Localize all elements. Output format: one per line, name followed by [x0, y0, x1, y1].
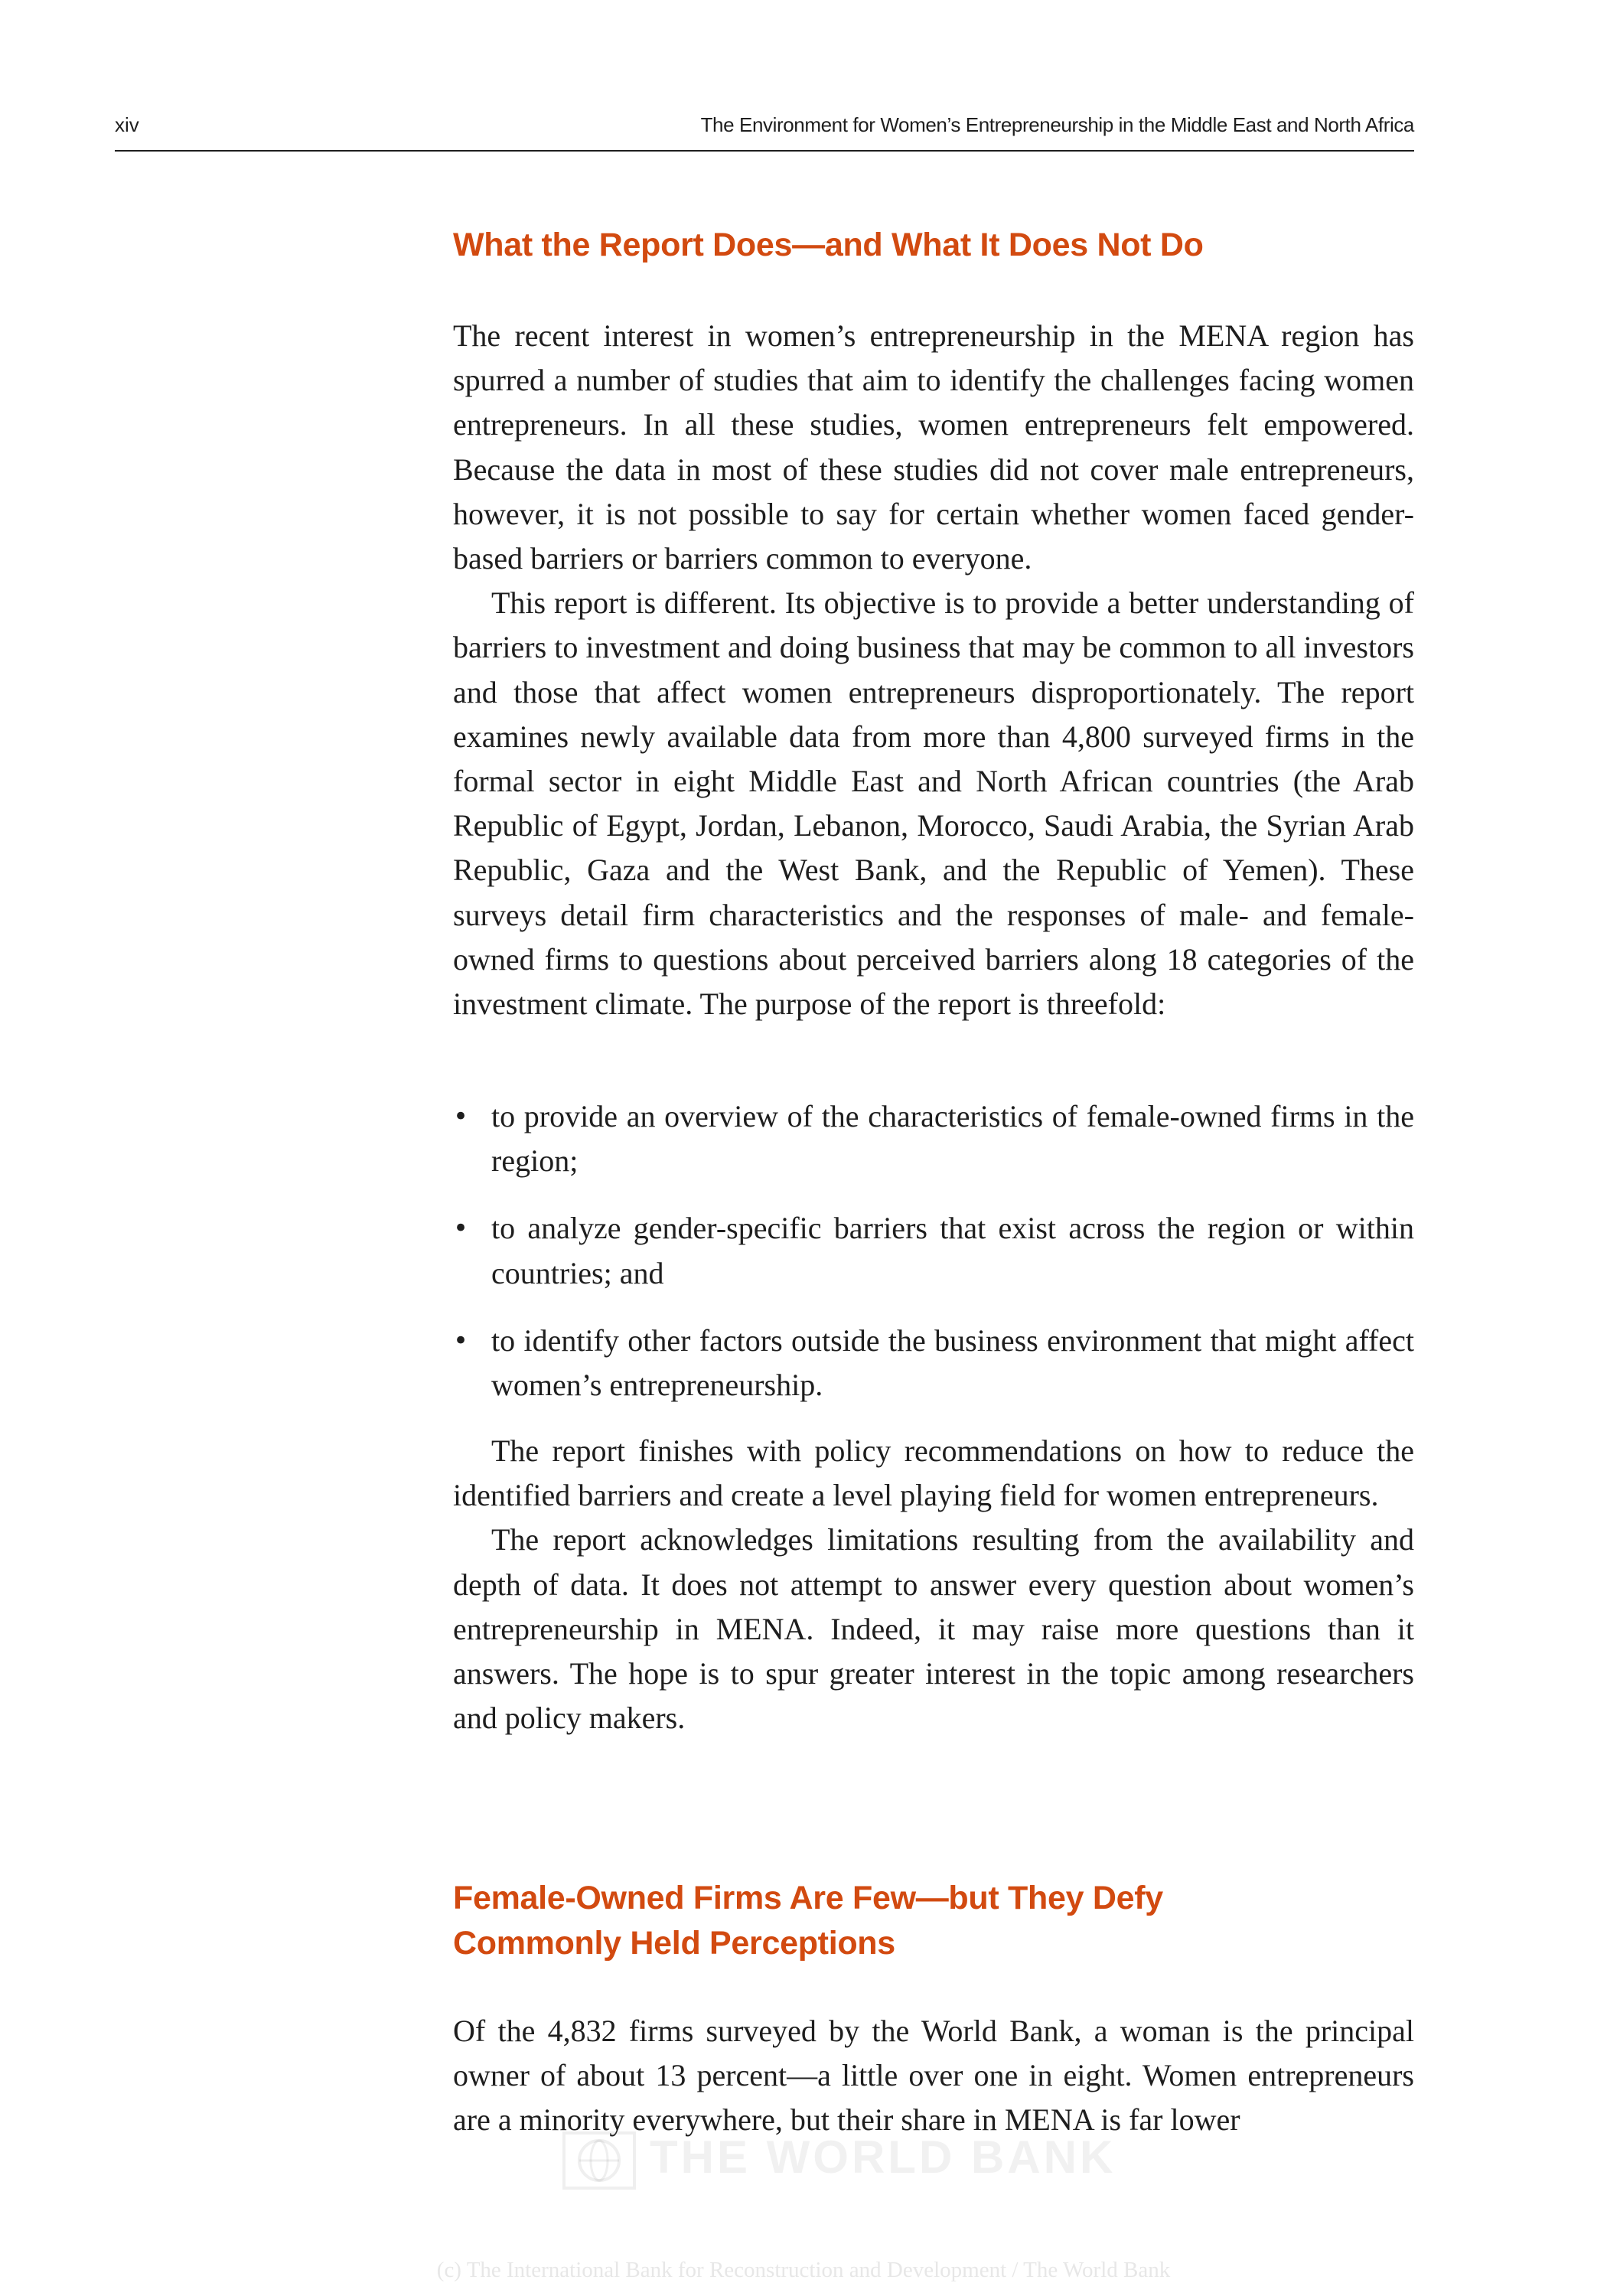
- watermark-logo-text: THE WORLD BANK: [650, 2131, 1116, 2183]
- bullet-icon: •: [453, 1213, 469, 1244]
- list-item-text: to analyze gender-specific barriers that exist across the region or within countries; and: [491, 1211, 1414, 1290]
- section-heading-female-owned-firms: [453, 1876, 1371, 1966]
- globe-icon: [562, 2131, 636, 2190]
- body-paragraph: The report acknowledges limitations resulting from the availability and depth of data. It does not attempt to answer every question about women’s entrepreneurship in MENA. Indeed, it may raise more questions than it answers. The hope is to spur greater interest in the topic among researchers and policy makers.: [453, 1522, 1414, 1736]
- heading-line: Commonly Held Perceptions: [453, 1925, 895, 1962]
- list-item-text: to provide an overview of the characteristics of female-owned firms in the region;: [491, 1099, 1414, 1179]
- section-heading-report-scope: What the Report Does—and What It Does Not Do: [453, 227, 1204, 263]
- list-item-text: to identify other factors outside the business environment that might affect women’s entrepreneurship.: [491, 1322, 1414, 1403]
- bullet-icon: •: [453, 1325, 469, 1356]
- running-header: [115, 106, 1414, 152]
- purpose-bullet-list: [453, 1094, 1414, 1430]
- section-body-report-scope: [453, 314, 1414, 1026]
- section-body-female-owned-firms: [453, 2009, 1414, 2143]
- copyright-watermark: (c) The International Bank for Reconstruction and Development / The World Bank: [436, 2258, 1171, 2282]
- list-item: [453, 1319, 1414, 1407]
- heading-line: Female-Owned Firms Are Few—but They Defy: [453, 1880, 1163, 1916]
- world-bank-watermark-logo: [562, 2126, 1116, 2189]
- body-paragraph: The report finishes with policy recommendations on how to reduce the identified barriers and create a level playing field for women entrepreneurs.: [453, 1433, 1414, 1513]
- page-number: xiv: [115, 113, 139, 136]
- body-paragraph: Of the 4,832 firms surveyed by the World Bank, a woman is the principal owner of about 13 percent—a little over one in eight. Women entrepreneurs are a minority everywhere, but their share in MENA is far lower: [453, 2014, 1414, 2138]
- body-paragraph: The recent interest in women’s entrepreneurship in the MENA region has spurred a number of studies that aim to identify the challenges facing women entrepreneurs. In all these studies, women entrepreneurs felt empowered. Because the data in most of these studies did not cover male entrepreneurs, however, it is not possible to say for certain whether women faced gender-based barriers or barriers common to everyone.: [453, 318, 1414, 576]
- list-item: [453, 1206, 1414, 1295]
- running-title: The Environment for Women’s Entrepreneurship in the Middle East and North Africa: [700, 113, 1414, 136]
- section-closing: [453, 1429, 1414, 1740]
- list-item: [453, 1094, 1414, 1183]
- bullet-icon: •: [453, 1101, 469, 1132]
- body-paragraph: This report is different. Its objective is to provide a better understanding of barriers to investment and doing business that may be common to all investors and those that affect women entrepreneurs disproportionately. The report examines newly available data from more than 4,800 surveyed firms in the formal sector in eight Middle East and North African countries (the Arab Republic of Egypt, Jordan, Lebanon, Morocco, Saudi Arabia, the Syrian Arab Republic, Gaza and the West Bank, and the Republic of Yemen). These surveys detail firm characteristics and the responses of male- and female-owned firms to questions about perceived barriers along 18 categories of the investment climate. The purpose of the report is threefold:: [453, 585, 1414, 1022]
